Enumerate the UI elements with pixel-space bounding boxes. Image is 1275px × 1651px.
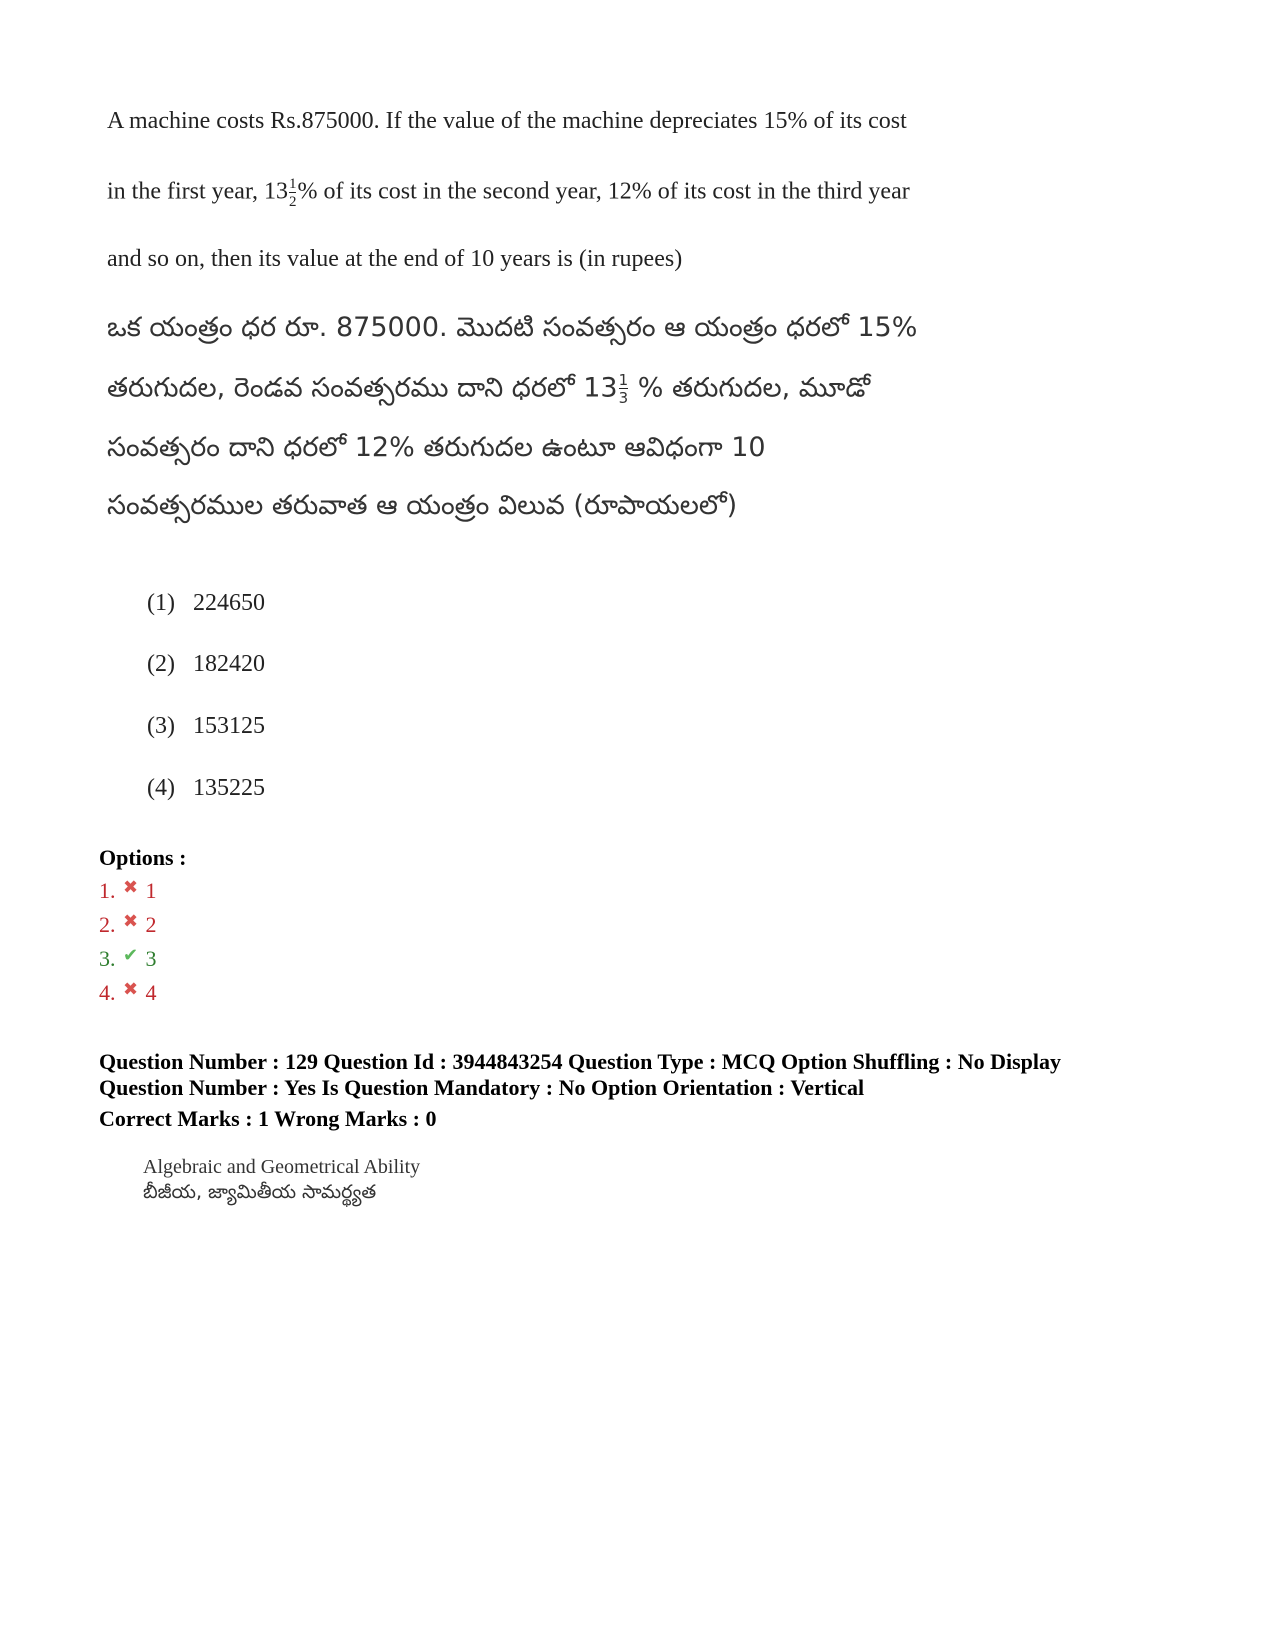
cross-icon: ✖ bbox=[122, 877, 139, 897]
question-telugu-line-2-start: తరుగుదల, రెండవ సంవత్సరము దాని ధరలో 13 bbox=[107, 372, 618, 404]
option-number: 1. bbox=[99, 878, 116, 903]
choice-3 bbox=[147, 713, 265, 740]
check-icon: ✔ bbox=[122, 945, 139, 965]
question-english-line-1: A machine costs Rs.875000. If the value of the machine depreciates 15% of its cost bbox=[107, 108, 907, 134]
fraction-one-half bbox=[289, 176, 297, 210]
cross-icon: ✖ bbox=[122, 979, 139, 999]
option-number: 2. bbox=[99, 912, 116, 937]
choice-label: (1) bbox=[147, 590, 175, 616]
option-4 bbox=[99, 980, 157, 1006]
question-telugu-line-3: సంవత్సరం దాని ధరలో 12% తరుగుదల ఉంటూ ఆవిధంగా 10 bbox=[107, 432, 766, 463]
question-telugu-line-2 bbox=[107, 372, 870, 411]
option-value: 2 bbox=[145, 912, 157, 937]
choice-label: (2) bbox=[147, 651, 175, 677]
choice-label: (3) bbox=[147, 713, 175, 739]
question-english-line-3: and so on, then its value at the end of 10 years is (in rupees) bbox=[107, 246, 683, 272]
section-name bbox=[143, 1155, 420, 1205]
question-english-line-2-start: in the first year, 13 bbox=[107, 178, 288, 205]
choice-value: 153125 bbox=[193, 713, 265, 739]
option-value: 1 bbox=[145, 878, 157, 903]
fraction-denominator: 3 bbox=[618, 389, 629, 407]
cross-icon: ✖ bbox=[122, 911, 139, 931]
question-meta-line-2: Question Number : Yes Is Question Mandatory : No Option Orientation : Vertical bbox=[99, 1075, 865, 1100]
option-number: 4. bbox=[99, 980, 116, 1005]
question-english-line-2 bbox=[107, 176, 910, 210]
options-heading: Options : bbox=[99, 845, 187, 870]
choice-label: (4) bbox=[147, 775, 175, 801]
question-telugu-line-1: ఒక యంత్రం ధర రూ. 875000. మొదటి సంవత్సరం ఆ యంత్రం ధరలో 15% bbox=[107, 312, 918, 343]
choice-value: 182420 bbox=[193, 651, 265, 677]
section-name-english: Algebraic and Geometrical Ability bbox=[143, 1156, 421, 1178]
option-number: 3. bbox=[99, 946, 116, 971]
option-value: 4 bbox=[145, 980, 157, 1005]
question-telugu-line-2-end: % తరుగుదల, మూడో bbox=[629, 372, 871, 404]
choice-1 bbox=[147, 590, 265, 617]
section-name-telugu: బీజీయ, జ్యామితీయ సామర్థ్యత bbox=[143, 1181, 377, 1203]
choice-value: 135225 bbox=[193, 775, 265, 801]
fraction-denominator: 2 bbox=[288, 194, 297, 210]
fraction-numerator: 1 bbox=[618, 371, 629, 389]
option-value: 3 bbox=[145, 946, 157, 971]
fraction-one-third bbox=[619, 372, 629, 406]
question-telugu-line-4: సంవత్సరముల తరువాత ఆ యంత్రం విలువ (రూపాయలలో) bbox=[107, 490, 738, 521]
marks-info: Correct Marks : 1 Wrong Marks : 0 bbox=[99, 1106, 437, 1131]
option-1 bbox=[99, 878, 157, 904]
choice-4 bbox=[147, 775, 265, 802]
question-meta-line-1: Question Number : 129 Question Id : 3944843254 Question Type : MCQ Option Shuffling : No Display bbox=[99, 1049, 1062, 1074]
fraction-numerator: 1 bbox=[288, 176, 297, 192]
option-2 bbox=[99, 912, 157, 938]
choice-2 bbox=[147, 651, 265, 678]
choice-value: 224650 bbox=[193, 590, 265, 616]
question-english-line-2-end: % of its cost in the second year, 12% of its cost in the third year bbox=[297, 178, 910, 205]
option-3 bbox=[99, 946, 157, 972]
